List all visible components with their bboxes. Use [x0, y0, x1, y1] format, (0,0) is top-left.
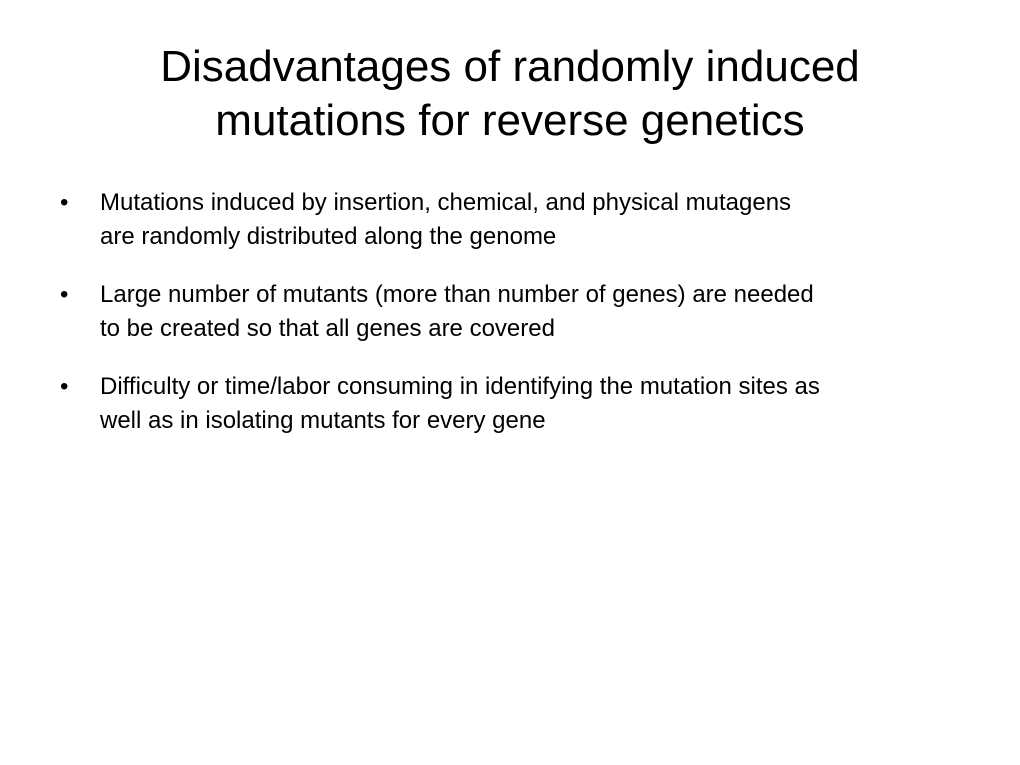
- bullet-text-line-1: Large number of mutants (more than number of genes) are needed: [100, 281, 814, 308]
- bullet-icon: •: [60, 281, 69, 308]
- slide-title: [60, 40, 960, 148]
- bullet-icon: •: [60, 189, 69, 216]
- bullet-item: [56, 186, 966, 254]
- title-line-1: Disadvantages of randomly induced: [160, 42, 860, 91]
- bullet-list: [56, 186, 966, 462]
- bullet-item: [56, 370, 966, 438]
- bullet-text: [100, 278, 966, 346]
- bullet-text-line-1: Mutations induced by insertion, chemical, and physical mutagens: [100, 189, 792, 216]
- bullet-text: [100, 370, 966, 438]
- bullet-icon: •: [60, 373, 69, 400]
- bullet-text-line-2: to be created so that all genes are covered: [100, 315, 555, 342]
- bullet-text-line-2: are randomly distributed along the genome: [100, 223, 557, 250]
- bullet-text-line-1: Difficulty or time/labor consuming in identifying the mutation sites as: [100, 373, 820, 400]
- bullet-text-line-2: well as in isolating mutants for every gene: [100, 407, 546, 434]
- bullet-text: [100, 186, 966, 254]
- bullet-item: [56, 278, 966, 346]
- title-line-2: mutations for reverse genetics: [215, 96, 805, 145]
